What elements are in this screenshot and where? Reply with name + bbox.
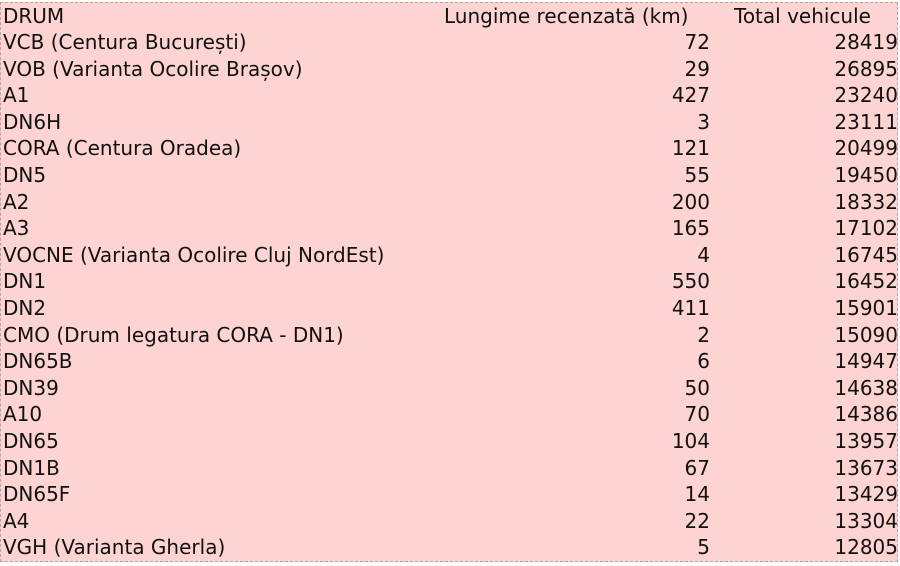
cell-length[interactable]: 22 (684, 508, 710, 533)
cell-road[interactable]: CMO (Drum legatura CORA - DN1) (3, 322, 344, 347)
traffic-table (1, 3, 900, 561)
cell-road[interactable]: DN39 (3, 375, 59, 400)
table-row (1, 348, 900, 375)
cell-road[interactable]: A10 (3, 402, 43, 427)
table-row (1, 162, 900, 189)
cell-total[interactable]: 14638 (834, 375, 898, 400)
cell-total[interactable]: 15090 (834, 322, 898, 347)
cell-length[interactable]: 50 (684, 375, 710, 400)
table-row (1, 534, 900, 561)
cell-total[interactable]: 13429 (834, 482, 898, 507)
cell-total[interactable]: 19450 (834, 162, 898, 187)
cell-length[interactable]: 121 (671, 136, 710, 161)
cell-length[interactable]: 2 (697, 322, 710, 347)
table-row (1, 455, 900, 482)
cell-road[interactable]: DN5 (3, 162, 47, 187)
table-row (1, 481, 900, 508)
table-row (1, 109, 900, 136)
cell-length[interactable]: 411 (671, 295, 710, 320)
cell-total[interactable]: 23240 (834, 83, 898, 108)
cell-length[interactable]: 14 (684, 482, 710, 507)
cell-road[interactable]: A2 (3, 189, 30, 214)
cell-length[interactable]: 72 (684, 30, 710, 54)
cell-length[interactable]: 3 (697, 109, 710, 134)
cell-total[interactable]: 28419 (834, 30, 898, 54)
table-row (1, 135, 900, 162)
table-row (1, 295, 900, 322)
cell-road[interactable]: VOB (Varianta Ocolire Brașov) (3, 56, 303, 81)
table-row (1, 215, 900, 242)
cell-total[interactable]: 13673 (834, 455, 898, 480)
header-road[interactable]: DRUM (3, 4, 65, 28)
cell-length[interactable]: 70 (684, 402, 710, 427)
cell-road[interactable]: DN65 (3, 428, 59, 453)
spreadsheet-range (0, 2, 898, 562)
cell-road[interactable]: DN6H (3, 109, 62, 134)
cell-total[interactable]: 16452 (834, 269, 898, 294)
cell-road[interactable]: A4 (3, 508, 30, 533)
table-row (1, 401, 900, 428)
cell-total[interactable]: 14386 (834, 402, 898, 427)
table-row (1, 375, 900, 402)
table-row (1, 508, 900, 535)
cell-total[interactable]: 18332 (834, 189, 898, 214)
cell-road[interactable]: DN1 (3, 269, 47, 294)
cell-total[interactable]: 14947 (834, 349, 898, 374)
cell-road[interactable]: DN1B (3, 455, 60, 480)
cell-total[interactable]: 16745 (834, 242, 898, 267)
cell-length[interactable]: 104 (671, 428, 710, 453)
cell-length[interactable]: 6 (697, 349, 710, 374)
header-total[interactable]: Total vehicule (734, 4, 871, 28)
cell-road[interactable]: DN65B (3, 349, 73, 374)
cell-length[interactable]: 427 (671, 83, 710, 108)
cell-road[interactable]: VCB (Centura București) (3, 30, 247, 54)
cell-length[interactable]: 165 (671, 216, 710, 241)
table-row (1, 29, 900, 56)
cell-length[interactable]: 55 (684, 162, 710, 187)
table-row (1, 189, 900, 216)
cell-length[interactable]: 5 (697, 535, 710, 560)
cell-total[interactable]: 26895 (834, 56, 898, 81)
cell-length[interactable]: 29 (684, 56, 710, 81)
cell-road[interactable]: DN65F (3, 482, 71, 507)
cell-total[interactable]: 17102 (834, 216, 898, 241)
cell-length[interactable]: 200 (671, 189, 710, 214)
table-row (1, 82, 900, 109)
cell-length[interactable]: 4 (697, 242, 710, 267)
cell-road[interactable]: VOCNE (Varianta Ocolire Cluj NordEst) (3, 242, 385, 267)
table-row (1, 428, 900, 455)
cell-total[interactable]: 20499 (834, 136, 898, 161)
header-length[interactable]: Lungime recenzată (km) (444, 4, 689, 28)
cell-total[interactable]: 12805 (834, 535, 898, 560)
cell-total[interactable]: 13957 (834, 428, 898, 453)
cell-length[interactable]: 67 (684, 455, 710, 480)
cell-road[interactable]: A3 (3, 216, 30, 241)
table-row (1, 268, 900, 295)
cell-total[interactable]: 13304 (834, 508, 898, 533)
header-row (1, 3, 900, 29)
cell-length[interactable]: 550 (671, 269, 710, 294)
table-row (1, 56, 900, 83)
cell-road[interactable]: A1 (3, 83, 30, 108)
cell-total[interactable]: 15901 (834, 295, 898, 320)
cell-road[interactable]: CORA (Centura Oradea) (3, 136, 242, 161)
cell-total[interactable]: 23111 (834, 109, 898, 134)
cell-road[interactable]: DN2 (3, 295, 47, 320)
table-row (1, 242, 900, 269)
cell-road[interactable]: VGH (Varianta Gherla) (3, 535, 226, 560)
table-row (1, 322, 900, 349)
